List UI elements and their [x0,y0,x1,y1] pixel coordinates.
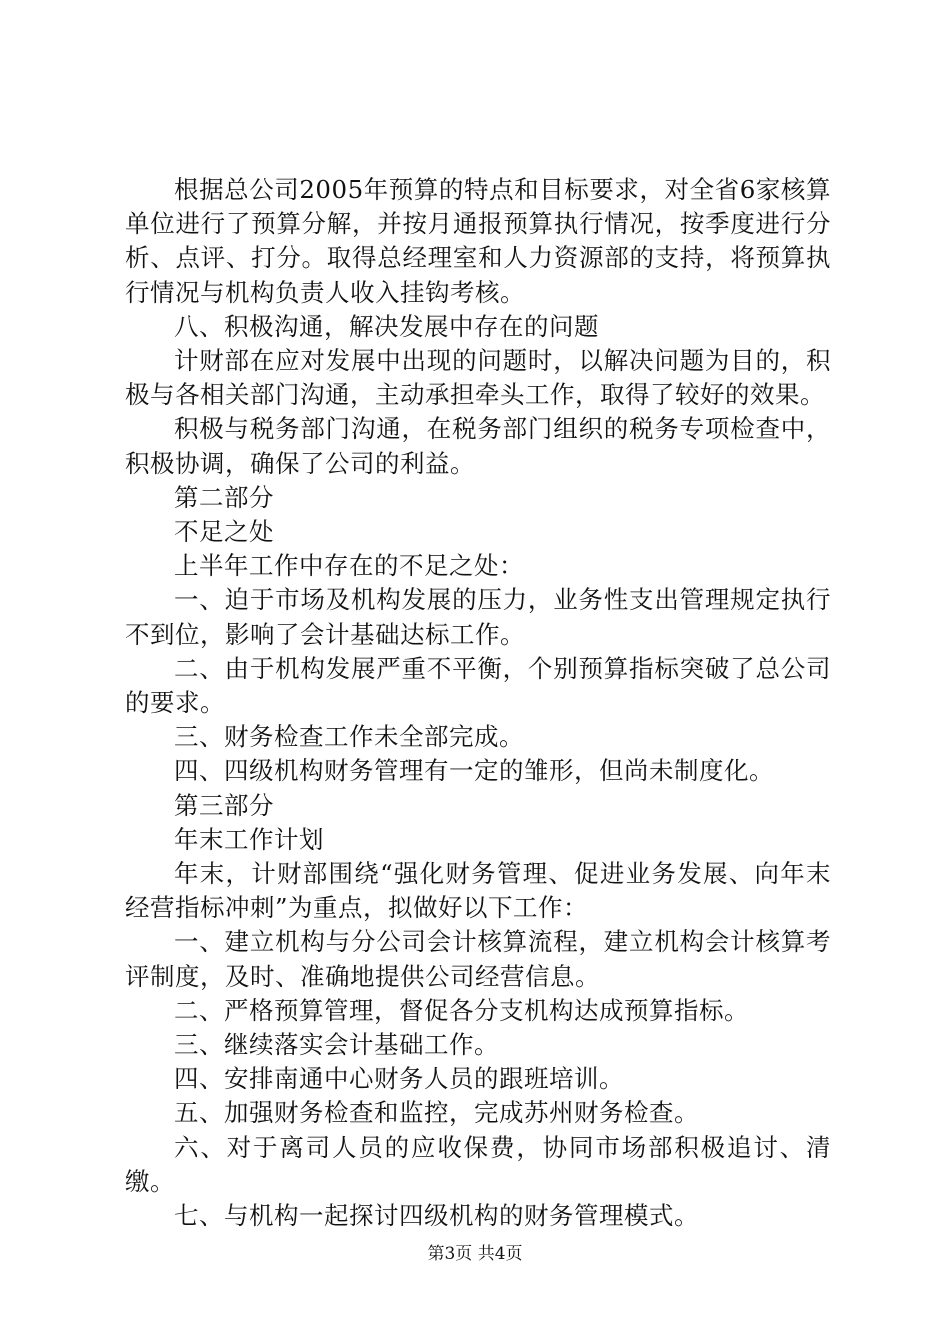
list-item: 三、继续落实会计基础工作。 [174,1030,499,1060]
list-item: 四、四级机构财务管理有一定的雏形，但尚未制度化。 [174,756,774,786]
section-heading: 八、积极沟通，解决发展中存在的问题 [174,311,599,341]
page-number-label: 第3页 共4页 [427,1244,523,1264]
part-title: 不足之处 [174,517,274,547]
document-body [125,173,831,1233]
list-item: 四、安排南通中心财务人员的跟班培训。 [174,1064,624,1094]
part-title: 年末工作计划 [174,824,324,854]
list-item: 二、严格预算管理，督促各分支机构达成预算指标。 [174,995,749,1025]
page-footer [0,1242,950,1266]
paragraph: 根据总公司2005年预算的特点和目标要求，对全省6家核算单位进行了预算分解，并按月通报预算执行情况，按季度进行分析、点评、打分。取得总经理室和人力资源部的支持，将预算执行情况与机构负责人收入挂钩考核。 [125,175,831,307]
paragraph: 上半年工作中存在的不足之处： [174,551,524,581]
list-item: 一、迫于市场及机构发展的压力，业务性支出管理规定执行不到位，影响了会计基础达标工作。 [125,585,831,649]
list-item: 三、财务检查工作未全部完成。 [174,722,524,752]
list-item: 六、对于离司人员的应收保费，协同市场部积极追讨、清缴。 [125,1132,831,1196]
part-heading: 第三部分 [174,790,274,820]
paragraph: 计财部在应对发展中出现的问题时，以解决问题为目的，积极与各相关部门沟通，主动承担牵头工作，取得了较好的效果。 [125,346,831,410]
paragraph: 年末，计财部围绕“强化财务管理、促进业务发展、向年末经营指标冲刺”为重点，拟做好以下工作： [125,859,831,923]
paragraph: 积极与税务部门沟通，在税务部门组织的税务专项检查中，积极协调，确保了公司的利益。 [125,414,831,478]
list-item: 七、与机构一起探讨四级机构的财务管理模式。 [174,1201,699,1231]
list-item: 五、加强财务检查和监控，完成苏州财务检查。 [174,1098,699,1128]
part-heading: 第二部分 [174,482,274,512]
list-item: 二、由于机构发展严重不平衡，个别预算指标突破了总公司的要求。 [125,653,831,718]
list-item: 一、建立机构与分公司会计核算流程，建立机构会计核算考评制度，及时、准确地提供公司经营信息。 [125,927,831,991]
